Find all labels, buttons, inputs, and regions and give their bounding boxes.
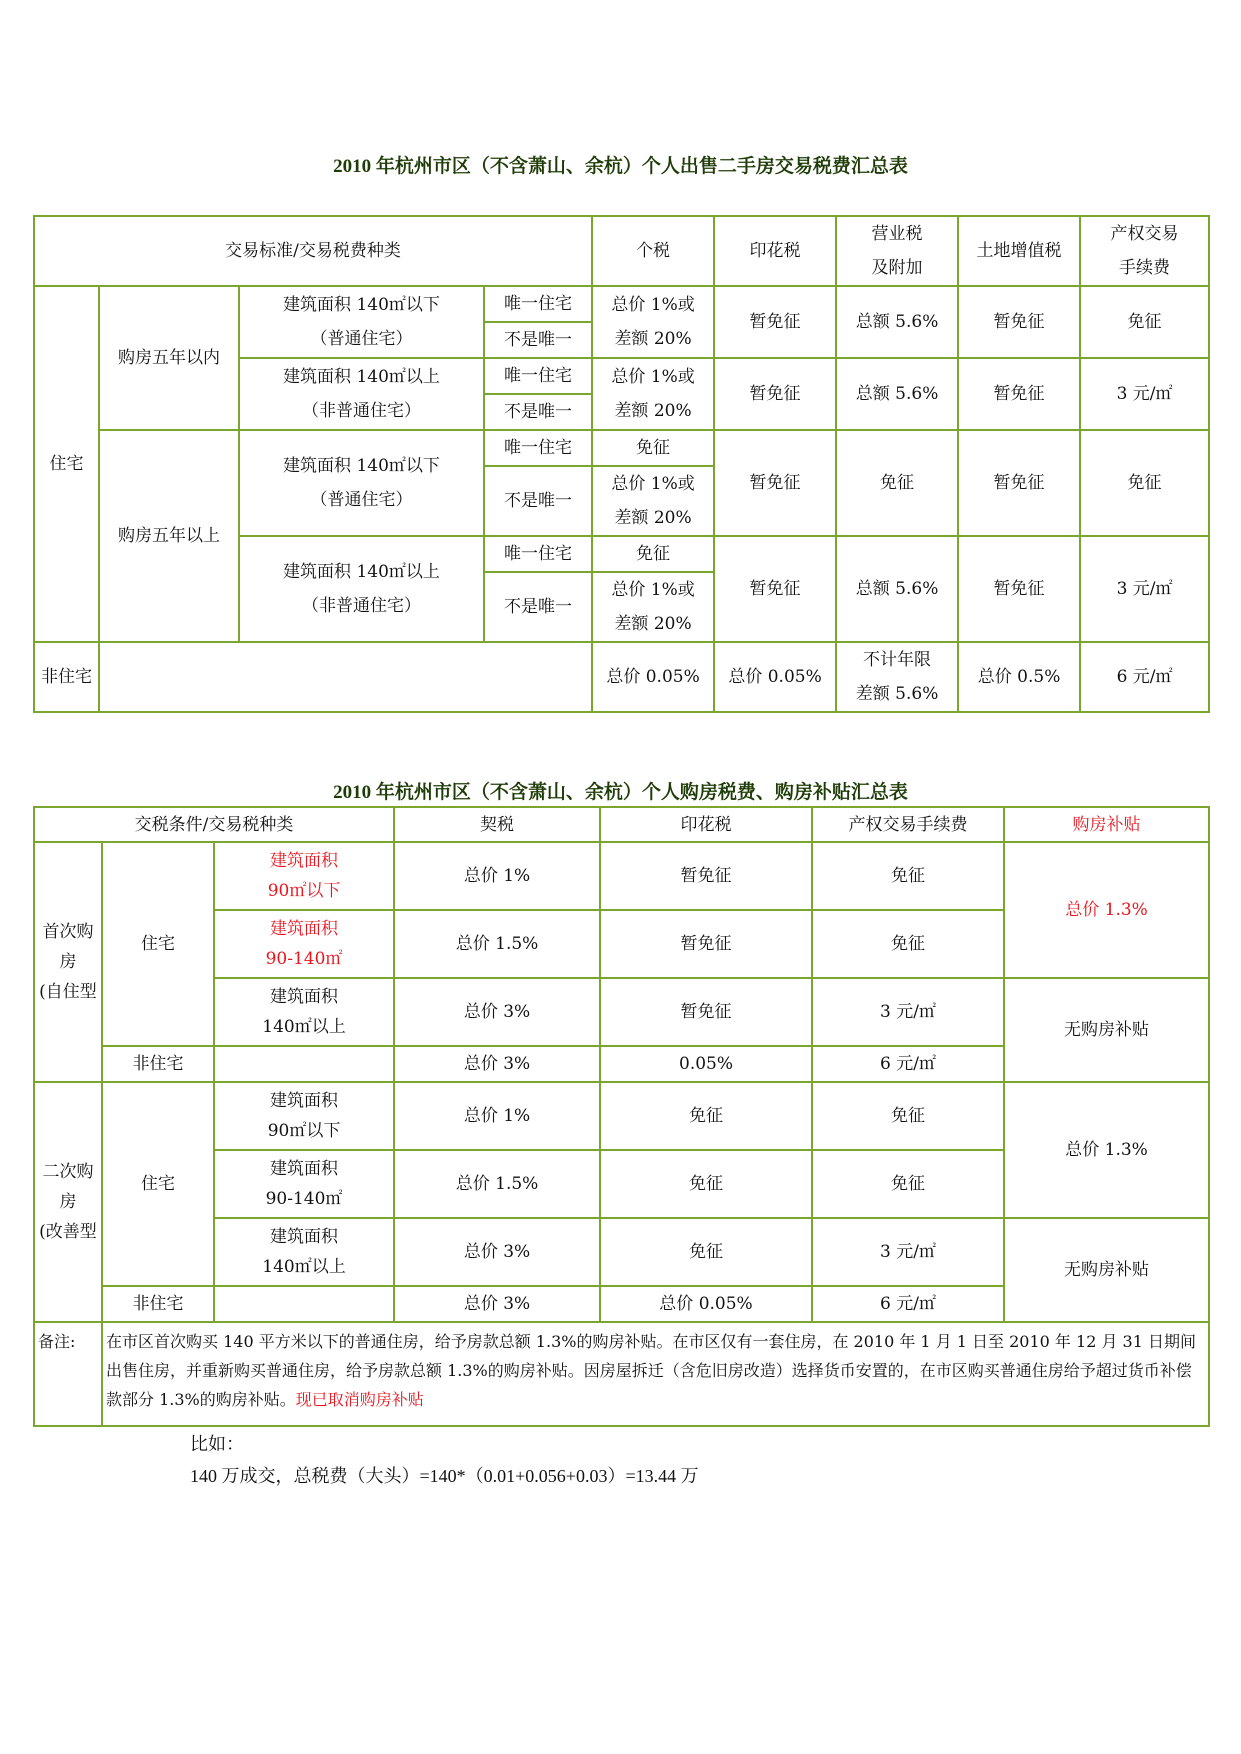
- area-value: 90㎡以下: [267, 881, 341, 901]
- area-above-l2: （非普通住宅）: [302, 401, 421, 421]
- area-below-l1: 建筑面积 140㎡以下: [283, 456, 440, 476]
- area-value: 140㎡以上: [262, 1017, 346, 1037]
- header-business-tax-l1: 营业税: [871, 224, 923, 244]
- area-label: 建筑面积: [270, 919, 338, 939]
- header-transfer-fee-l1: 产权交易: [1110, 224, 1179, 244]
- header-transfer-fee: 产权交易手续费: [812, 807, 1004, 842]
- not-only-home: 不是唯一: [484, 322, 592, 358]
- business-cell: 总额 5.6%: [836, 358, 958, 430]
- header-business-tax-l2: 及附加: [871, 258, 923, 278]
- header-subsidy: 购房补贴: [1004, 807, 1209, 842]
- fee-cell: 免征: [812, 1082, 1004, 1150]
- header-condition: 交税条件/交易税种类: [34, 807, 394, 842]
- nr-income-tax: 总价 0.05%: [592, 642, 714, 712]
- fee-cell: 免征: [812, 842, 1004, 910]
- business-cell: 总额 5.6%: [836, 536, 958, 642]
- area-below-l2: （普通住宅）: [310, 329, 413, 349]
- subsidy-cell: 无购房补贴: [1004, 1218, 1209, 1322]
- header-stamp-tax: 印花税: [600, 807, 812, 842]
- area-above-l1: 建筑面积 140㎡以上: [283, 562, 440, 582]
- second-l2: 房: [59, 1192, 77, 1212]
- income-tax-cell: [592, 286, 714, 358]
- fee-cell: 免征: [1080, 430, 1209, 536]
- not-only-home: 不是唯一: [484, 394, 592, 430]
- land-cell: 暂免征: [958, 286, 1080, 358]
- area-label: 建筑面积: [270, 851, 338, 871]
- area-above-l1: 建筑面积 140㎡以上: [283, 367, 440, 387]
- tax-l2: 差额 20%: [614, 508, 692, 528]
- income-tax-cell: [592, 572, 714, 642]
- tax-l2: 差额 20%: [614, 401, 692, 421]
- example-label: 比如：: [190, 1434, 244, 1454]
- business-cell: 免征: [836, 430, 958, 536]
- header-business-tax: [836, 216, 958, 286]
- income-tax-cell: 免征: [592, 430, 714, 466]
- area-140: [214, 978, 394, 1046]
- land-cell: 暂免征: [958, 430, 1080, 536]
- nr-transfer-fee: 6 元/㎡: [1080, 642, 1209, 712]
- area-value: 140㎡以上: [262, 1257, 346, 1277]
- fee-cell: 3 元/㎡: [812, 1218, 1004, 1286]
- first-residential: 住宅: [102, 842, 214, 1046]
- fee-cell: 3 元/㎡: [1080, 358, 1209, 430]
- area-label: 建筑面积: [270, 1091, 338, 1111]
- note-text: [102, 1322, 1209, 1426]
- header-land-vat: 土地增值税: [958, 216, 1080, 286]
- header-transfer-fee-l2: 手续费: [1119, 258, 1171, 278]
- table2-title: 2010 年杭州市区（不含萧山、余杭）个人购房税费、购房补贴汇总表: [333, 782, 908, 803]
- area-value: 90-140㎡: [265, 1189, 343, 1209]
- tax-l2: 差额 20%: [614, 329, 692, 349]
- non-residential-blank: [99, 642, 592, 712]
- nr-business-l2: 差额 5.6%: [855, 684, 939, 704]
- blank-cell: [214, 1286, 394, 1322]
- area-below-l2: （普通住宅）: [310, 490, 413, 510]
- first-l3: (自住型: [39, 982, 97, 1002]
- stamp-cell: 免征: [600, 1218, 812, 1286]
- table1-title: 2010 年杭州市区（不含萧山、余杭）个人出售二手房交易税费汇总表: [333, 156, 908, 177]
- area-label: 建筑面积: [270, 1159, 338, 1179]
- deed-cell: 总价 1%: [394, 1082, 600, 1150]
- stamp-cell: 免征: [600, 1082, 812, 1150]
- note-label: 备注:: [34, 1322, 102, 1426]
- income-tax-cell: [592, 466, 714, 536]
- income-tax-cell: [592, 358, 714, 430]
- tax-l1: 总价 1%或: [611, 295, 695, 315]
- nr-business-l1: 不计年限: [863, 650, 932, 670]
- fee-cell: 免征: [812, 1150, 1004, 1218]
- stamp-cell: 总价 0.05%: [600, 1286, 812, 1322]
- tax-l1: 总价 1%或: [611, 367, 695, 387]
- row-within-5y: 购房五年以内: [99, 286, 239, 430]
- first-l2: 房: [59, 952, 77, 972]
- subsidy-cell: 总价 1.3%: [1004, 842, 1209, 978]
- deed-cell: 总价 3%: [394, 1046, 600, 1082]
- stamp-cell: 免征: [600, 1150, 812, 1218]
- subsidy-cell: 总价 1.3%: [1004, 1082, 1209, 1218]
- nr-business-tax: [836, 642, 958, 712]
- land-cell: 暂免征: [958, 358, 1080, 430]
- tax-l1: 总价 1%或: [611, 580, 695, 600]
- only-home: 唯一住宅: [484, 286, 592, 322]
- header-stamp-tax: 印花税: [714, 216, 836, 286]
- row-non-residential: 非住宅: [34, 642, 99, 712]
- header-standard: 交易标准/交易税费种类: [34, 216, 592, 286]
- stamp-cell: 暂免征: [600, 978, 812, 1046]
- stamp-cell: 暂免征: [714, 358, 836, 430]
- fee-cell: 3 元/㎡: [812, 978, 1004, 1046]
- deed-cell: 总价 1.5%: [394, 910, 600, 978]
- first-purchase: [34, 842, 102, 1082]
- business-cell: 总额 5.6%: [836, 286, 958, 358]
- purchase-tax-table: [33, 806, 1210, 1427]
- income-tax-cell: 免征: [592, 536, 714, 572]
- resale-tax-table: [33, 215, 1210, 713]
- area-label: 建筑面积: [270, 1227, 338, 1247]
- note-red: 现已取消购房补贴: [295, 1390, 424, 1409]
- fee-cell: 免征: [812, 910, 1004, 978]
- stamp-cell: 暂免征: [714, 286, 836, 358]
- not-only-home: 不是唯一: [484, 466, 592, 536]
- blank-cell: [214, 1046, 394, 1082]
- fee-cell: 免征: [1080, 286, 1209, 358]
- deed-cell: 总价 1%: [394, 842, 600, 910]
- only-home: 唯一住宅: [484, 536, 592, 572]
- area-below-140: [239, 430, 484, 536]
- fee-cell: 3 元/㎡: [1080, 536, 1209, 642]
- area-above-140: [239, 358, 484, 430]
- area-value: 90-140㎡: [265, 949, 343, 969]
- second-non-residential: 非住宅: [102, 1286, 214, 1322]
- area-90-140: [214, 910, 394, 978]
- land-cell: 暂免征: [958, 536, 1080, 642]
- nr-stamp-tax: 总价 0.05%: [714, 642, 836, 712]
- stamp-cell: 暂免征: [600, 910, 812, 978]
- example-formula: 140 万成交，总税费（大头）=140*（0.01+0.056+0.03）=13.44 万: [190, 1466, 699, 1486]
- second-residential: 住宅: [102, 1082, 214, 1286]
- area-140: [214, 1218, 394, 1286]
- second-l3: (改善型: [39, 1222, 97, 1242]
- tax-l2: 差额 20%: [614, 614, 692, 634]
- second-l1: 二次购: [42, 1162, 94, 1182]
- area-below-l1: 建筑面积 140㎡以下: [283, 295, 440, 315]
- second-purchase: [34, 1082, 102, 1322]
- first-l1: 首次购: [42, 922, 94, 942]
- only-home: 唯一住宅: [484, 358, 592, 394]
- first-non-residential: 非住宅: [102, 1046, 214, 1082]
- deed-cell: 总价 3%: [394, 1218, 600, 1286]
- deed-cell: 总价 3%: [394, 1286, 600, 1322]
- area-below-140: [239, 286, 484, 358]
- area-above-140: [239, 536, 484, 642]
- header-deed-tax: 契税: [394, 807, 600, 842]
- nr-land-vat: 总价 0.5%: [958, 642, 1080, 712]
- stamp-cell: 暂免征: [714, 536, 836, 642]
- area-90: [214, 1082, 394, 1150]
- fee-cell: 6 元/㎡: [812, 1046, 1004, 1082]
- only-home: 唯一住宅: [484, 430, 592, 466]
- note-body: 在市区首次购买 140 平方米以下的普通住房，给予房款总额 1.3%的购房补贴。在市区仅有一套住房，在 2010 年 1 月 1 日至 2010 年 12 月 31 日期间出售住房，并重新购买普通住房，给予房款总额 1.3%的购房补贴。因房屋拆迁（含危旧房改造）选择货币安置的，在市区购买普通住房给予超过货币补偿款部分 1.3%的购房补贴。: [106, 1332, 1196, 1409]
- row-residential: 住宅: [34, 286, 99, 642]
- deed-cell: 总价 3%: [394, 978, 600, 1046]
- area-value: 90㎡以下: [267, 1121, 341, 1141]
- area-above-l2: （非普通住宅）: [302, 596, 421, 616]
- deed-cell: 总价 1.5%: [394, 1150, 600, 1218]
- subsidy-cell: 无购房补贴: [1004, 978, 1209, 1082]
- area-90: [214, 842, 394, 910]
- area-90-140: [214, 1150, 394, 1218]
- header-transfer-fee: [1080, 216, 1209, 286]
- stamp-cell: 0.05%: [600, 1046, 812, 1082]
- row-over-5y: 购房五年以上: [99, 430, 239, 642]
- stamp-cell: 暂免征: [600, 842, 812, 910]
- header-income-tax: 个税: [592, 216, 714, 286]
- area-label: 建筑面积: [270, 987, 338, 1007]
- not-only-home: 不是唯一: [484, 572, 592, 642]
- tax-l1: 总价 1%或: [611, 474, 695, 494]
- fee-cell: 6 元/㎡: [812, 1286, 1004, 1322]
- stamp-cell: 暂免征: [714, 430, 836, 536]
